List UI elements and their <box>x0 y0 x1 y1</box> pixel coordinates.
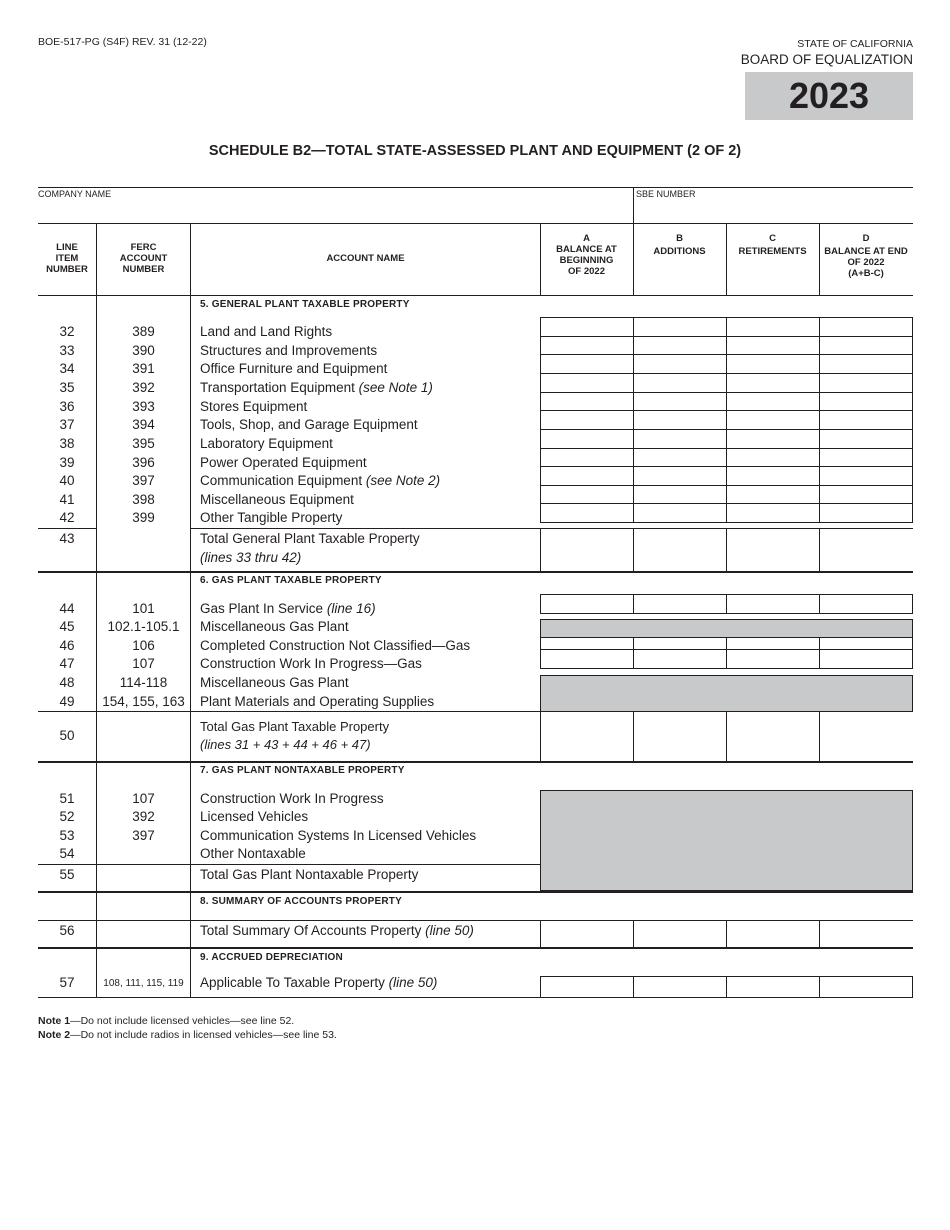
account-name <box>200 399 307 414</box>
ferc-number: 107 <box>132 656 155 671</box>
account-name <box>200 656 422 671</box>
entry-cell[interactable] <box>633 594 727 614</box>
entry-cell[interactable] <box>540 485 634 505</box>
note-1: Note 1—Do not include licensed vehicles—see line 52. <box>38 1015 295 1027</box>
line-number: 50 <box>59 728 75 743</box>
ferc-number: 106 <box>132 638 155 653</box>
entry-cell[interactable] <box>633 448 727 468</box>
entry-cell[interactable] <box>726 649 820 669</box>
account-name <box>200 380 433 395</box>
ferc-number: 389 <box>132 324 155 339</box>
line-number: 42 <box>59 510 75 525</box>
entry-cell[interactable] <box>540 503 634 523</box>
entry-cell[interactable] <box>540 429 634 449</box>
account-name-text: Miscellaneous Gas Plant <box>200 619 349 634</box>
account-name <box>200 694 434 709</box>
line-number: 43 <box>59 531 75 546</box>
entry-cell[interactable] <box>819 429 913 449</box>
line-number: 52 <box>59 809 75 824</box>
year-badge: 2023 <box>745 72 913 120</box>
line-number: 39 <box>59 455 75 470</box>
entry-cell[interactable] <box>726 354 820 374</box>
entry-cell[interactable] <box>819 448 913 468</box>
entry-cell[interactable] <box>540 448 634 468</box>
shaded-area <box>540 790 913 891</box>
line-number: 53 <box>59 828 75 843</box>
account-name <box>200 675 349 690</box>
ferc-number: 392 <box>132 809 155 824</box>
ferc-number: 392 <box>132 380 155 395</box>
account-name-text: Miscellaneous Equipment <box>200 492 354 507</box>
account-name <box>200 436 333 451</box>
account-name-text: Office Furniture and Equipment <box>200 361 388 376</box>
entry-cell[interactable] <box>819 373 913 393</box>
ferc-number: 397 <box>132 473 155 488</box>
entry-cell[interactable] <box>633 336 727 356</box>
account-name <box>200 601 376 616</box>
account-name-text: Structures and Improvements <box>200 343 378 358</box>
ferc-number: 396 <box>132 455 155 470</box>
ferc-number: 398 <box>132 492 155 507</box>
line-number: 34 <box>59 361 75 376</box>
line-number: 51 <box>59 791 75 806</box>
account-name <box>200 846 306 861</box>
account-name-text: Stores Equipment <box>200 399 308 414</box>
account-name-text: Licensed Vehicles <box>200 809 309 824</box>
entry-cell[interactable] <box>819 594 913 614</box>
account-name: Total Gas Plant Nontaxable Property <box>200 867 419 882</box>
account-name-text: Power Operated Equipment <box>200 455 367 470</box>
entry-cell[interactable] <box>633 649 727 669</box>
shaded-area <box>540 619 913 638</box>
line-number: 54 <box>59 846 75 861</box>
ferc-number: 102.1-105.1 <box>107 619 180 634</box>
account-name-text: Tools, Shop, and Garage Equipment <box>200 417 418 432</box>
entry-cell[interactable] <box>726 410 820 430</box>
ferc-number: 390 <box>132 343 155 358</box>
entry-cell[interactable] <box>633 373 727 393</box>
entry-cell[interactable] <box>726 594 820 614</box>
account-name <box>200 473 440 488</box>
ferc-number: 393 <box>132 399 155 414</box>
account-name-text: Laboratory Equipment <box>200 436 333 451</box>
entry-cell[interactable] <box>819 410 913 430</box>
line-number: 46 <box>59 638 75 653</box>
entry-cell[interactable] <box>633 410 727 430</box>
entry-cell[interactable] <box>541 921 633 946</box>
entry-cell[interactable] <box>633 466 727 486</box>
entry-cell[interactable] <box>540 317 634 337</box>
header-line-item: LINE ITEM NUMBER <box>46 242 88 275</box>
entry-cell[interactable] <box>633 976 727 998</box>
entry-cell[interactable] <box>819 336 913 356</box>
line-number: 40 <box>59 473 75 488</box>
line-number: 55 <box>59 867 75 882</box>
header-col-d: D BALANCE AT END OF 2022 (A+B-C) <box>824 233 908 279</box>
sbe-number-label: SBE NUMBER <box>636 189 696 199</box>
entry-cell[interactable] <box>540 410 634 430</box>
shaded-area <box>540 675 913 712</box>
account-name-text: Other Nontaxable <box>200 846 306 861</box>
entry-cell[interactable] <box>819 392 913 412</box>
entry-cell[interactable] <box>726 485 820 505</box>
section-9-title: 9. ACCRUED DEPRECIATION <box>200 952 343 963</box>
line-number: 45 <box>59 619 75 634</box>
header-col-a: A BALANCE AT BEGINNING OF 2022 <box>556 233 617 277</box>
account-name <box>200 455 367 470</box>
entry-cell[interactable] <box>540 373 634 393</box>
entry-cell[interactable] <box>633 392 727 412</box>
line-number: 38 <box>59 436 75 451</box>
entry-cell[interactable] <box>633 429 727 449</box>
entry-cell[interactable] <box>820 921 913 946</box>
line-number: 41 <box>59 492 75 507</box>
header-col-b: B ADDITIONS <box>653 233 706 257</box>
ferc-number: 391 <box>132 361 155 376</box>
entry-cell[interactable] <box>540 649 634 669</box>
entry-cell[interactable] <box>819 354 913 374</box>
account-name <box>200 828 476 843</box>
section-7-title: 7. GAS PLANT NONTAXABLE PROPERTY <box>200 765 405 776</box>
ferc-number: 108, 111, 115, 119 <box>103 978 184 989</box>
entry-cell[interactable] <box>726 392 820 412</box>
entry-cell[interactable] <box>819 976 913 998</box>
form-id: BOE-517-PG (S4F) REV. 31 (12-22) <box>38 36 207 48</box>
header-col-c: C RETIREMENTS <box>738 233 807 257</box>
header-account-name: ACCOUNT NAME <box>326 253 405 264</box>
entry-cell[interactable] <box>819 485 913 505</box>
entry-cell[interactable] <box>633 485 727 505</box>
account-name <box>200 510 342 525</box>
line-number: 57 <box>59 975 75 990</box>
entry-cell[interactable] <box>819 317 913 337</box>
board-label: BOARD OF EQUALIZATION <box>740 52 913 67</box>
entry-cell[interactable] <box>540 466 634 486</box>
entry-cell[interactable] <box>540 976 634 998</box>
account-name <box>200 324 332 339</box>
account-name: Total Gas Plant Taxable Property <box>200 719 390 734</box>
account-name <box>200 492 354 507</box>
entry-cell[interactable] <box>726 448 820 468</box>
account-name-text: Communication Equipment <box>200 473 363 488</box>
entry-cell[interactable] <box>819 503 913 523</box>
entry-cell[interactable] <box>633 503 727 523</box>
account-note: (line 16) <box>326 601 376 616</box>
account-name <box>200 417 418 432</box>
line-number: 35 <box>59 380 75 395</box>
account-name: Total General Plant Taxable Property <box>200 531 420 546</box>
line-number: 48 <box>59 675 75 690</box>
company-name-field[interactable] <box>38 200 632 222</box>
account-name <box>200 343 377 358</box>
state-label: STATE OF CALIFORNIA <box>797 38 913 50</box>
line-number: 56 <box>59 923 75 938</box>
account-name-text: Gas Plant In Service <box>200 601 324 616</box>
account-name-text: Plant Materials and Operating Supplies <box>200 694 435 709</box>
account-name-text: Communication Systems In Licensed Vehicles <box>200 828 477 843</box>
ferc-number: 114-118 <box>119 675 168 690</box>
entry-cell[interactable] <box>726 466 820 486</box>
entry-cell[interactable] <box>540 594 634 614</box>
entry-cell[interactable] <box>727 921 819 946</box>
ferc-number: 394 <box>132 417 155 432</box>
account-name <box>200 638 470 653</box>
entry-cell[interactable] <box>726 373 820 393</box>
account-name-text: Land and Land Rights <box>200 324 333 339</box>
entry-cell[interactable] <box>634 921 726 946</box>
account-note: (see Note 1) <box>358 380 433 395</box>
entry-cell[interactable] <box>819 466 913 486</box>
entry-cell[interactable] <box>633 317 727 337</box>
line-number: 33 <box>59 343 75 358</box>
line-number: 49 <box>59 694 75 709</box>
account-name-text: Other Tangible Property <box>200 510 343 525</box>
ferc-number: 154, 155, 163 <box>102 694 185 709</box>
account-note: (see Note 2) <box>365 473 441 488</box>
company-name-label: COMPANY NAME <box>38 189 112 199</box>
account-name-text: Completed Construction Not Classified—Gas <box>200 638 471 653</box>
entry-cell[interactable] <box>540 354 634 374</box>
entry-cell[interactable] <box>540 392 634 412</box>
account-name <box>200 809 308 824</box>
line-number: 37 <box>59 417 75 432</box>
account-name <box>200 791 384 806</box>
ferc-number: 397 <box>132 828 155 843</box>
account-name-text: Construction Work In Progress <box>200 791 384 806</box>
account-name <box>200 619 349 634</box>
entry-cell[interactable] <box>540 336 634 356</box>
section-6-title: 6. GAS PLANT TAXABLE PROPERTY <box>200 575 382 586</box>
page-title: SCHEDULE B2—TOTAL STATE-ASSESSED PLANT AND EQUIPMENT (2 OF 2) <box>208 143 742 159</box>
account-name <box>200 361 387 376</box>
account-name: Applicable To Taxable Property (line 50) <box>200 975 438 990</box>
account-name-text: Transportation Equipment <box>200 380 355 395</box>
line-number: 32 <box>59 324 75 339</box>
header-ferc: FERC ACCOUNT NUMBER <box>119 242 168 275</box>
ferc-number: 101 <box>132 601 155 616</box>
ferc-number: 107 <box>132 791 155 806</box>
entry-cell[interactable] <box>633 354 727 374</box>
entry-cell[interactable] <box>726 429 820 449</box>
section-5-title: 5. GENERAL PLANT TAXABLE PROPERTY <box>200 299 410 310</box>
sbe-number-field[interactable] <box>636 200 912 222</box>
note-2: Note 2—Do not include radios in licensed vehicles—see line 53. <box>38 1029 337 1041</box>
account-name-text: Miscellaneous Gas Plant <box>200 675 349 690</box>
entry-cell[interactable] <box>819 649 913 669</box>
line-number: 47 <box>59 656 75 671</box>
account-name: Total Summary Of Accounts Property (line 50) <box>200 923 474 938</box>
section-8-title: 8. SUMMARY OF ACCOUNTS PROPERTY <box>200 896 402 907</box>
entry-cell[interactable] <box>726 503 820 523</box>
entry-cell[interactable] <box>726 336 820 356</box>
account-note: (lines 33 thru 42) <box>200 550 302 565</box>
ferc-number: 399 <box>132 510 155 525</box>
entry-cell[interactable] <box>726 317 820 337</box>
account-note: (lines 31 + 43 + 44 + 46 + 47) <box>200 737 371 752</box>
line-number: 36 <box>59 399 75 414</box>
entry-cell[interactable] <box>726 976 820 998</box>
line-number: 44 <box>59 601 75 616</box>
account-name-text: Construction Work In Progress—Gas <box>200 656 422 671</box>
ferc-number: 395 <box>132 436 155 451</box>
